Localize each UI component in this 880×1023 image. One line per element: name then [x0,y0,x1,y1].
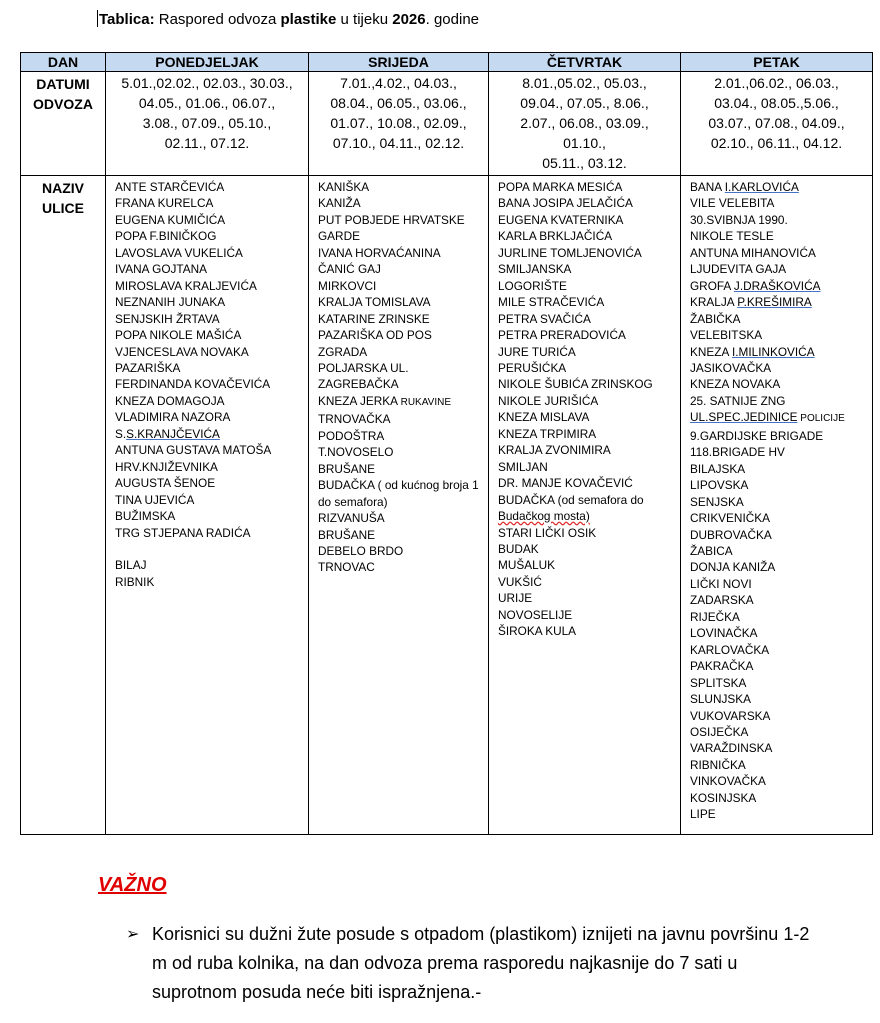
date-line: 09.04., 07.05., 8.06., [520,95,649,111]
streets-label: NAZIV ULICE [21,176,106,835]
list-item: ŽABICA [690,543,733,558]
list-item: KNEZA I.MILINKOVIĆA [690,344,815,359]
list-item: POPA F.BINIČKOG [115,229,217,244]
dates-thursday [489,72,681,176]
list-item: KANIŠKA [318,180,370,194]
list-item: PUT POBJEDE HRVATSKE GARDE [318,212,465,244]
list-item: RIJEČKA [690,609,740,624]
schedule-table [20,52,873,835]
list-item: Budačkog mosta) [498,509,590,524]
header-cell-petak: PETAK [681,53,873,72]
dates-monday [106,72,309,176]
list-item: ŠIROKA KULA [498,624,577,639]
list-item: VILE VELEBITA [690,196,775,211]
date-line: 2.07., 06.08., 03.09., [520,115,649,131]
list-item: PETRA SVAČIĆA [498,311,591,326]
table-caption: Tablica: Raspored odvoza plastike u tijeku 2026. godine [99,11,480,28]
list-item: DUBROVAČKA [690,527,772,542]
list-item: ANTUNA GUSTAVA MATOŠA [115,443,272,458]
list-item: EUGENA KUMIČIĆA [115,212,226,227]
date-line: 08.04., 06.05., 03.06., [330,95,467,111]
list-item: LOVINAČKA [690,626,758,641]
list-item: ČANIĆ GAJ [318,262,381,277]
list-item: AUGUSTA ŠENOE [115,476,216,491]
list-item: KNEZA JERKA RUKAVINE [318,393,451,408]
list-item: BUDAČKA ( od kućnog broja 1 do semafora) [318,478,479,509]
date-line: 8.01.,05.02., 05.03., [522,75,647,91]
date-line: 04.05., 01.06., 06.07., [138,95,276,111]
list-item: VUKOVARSKA [690,708,771,723]
list-item: GROFA J.DRAŠKOVIĆA [690,278,821,293]
list-item: KATARINE ZRINSKE [318,311,430,326]
list-item: CRIKVENIČKA [690,511,770,526]
date-line: 5.01.,02.02., 02.03., 30.03., [121,75,293,91]
list-item: EUGENA KVATERNIKA [498,212,624,227]
date-line: 7.01.,4.02., 04.03., [340,75,457,91]
list-item: LIČKI NOVI [690,576,752,591]
header-cell-ponedjeljak: PONEDJELJAK [106,53,309,72]
list-item: PAZARIŠKA OD POS ZGRADA [318,328,432,359]
list-item: KNEZA NOVAKA [690,377,781,392]
list-item: VELEBITSKA [690,328,763,343]
list-item: HRV.KNJIŽEVNIKA [115,459,218,474]
date-line: 05.11., 03.12. [542,155,627,171]
date-line: 03.04., 08.05.,5.06., [714,95,839,111]
list-item: KANIŽA [318,196,361,211]
list-item: S.S.KRANJČEVIĆA [115,426,220,441]
date-line: 02.11., 07.12. [164,135,250,151]
list-item: SENJSKA [690,494,744,509]
list-item: TRG STJEPANA RADIĆA [115,525,251,540]
list-item: RIBNIČKA [690,757,746,772]
list-item: ZAGREBAČKA [318,377,399,392]
list-item: BANA JOSIPA JELAČIĆA [498,196,633,211]
list-item: SLUNJSKA [690,692,751,707]
list-item: KRALJA TOMISLAVA [318,295,431,310]
list-item: BANA I.KARLOVIĆA [690,180,799,194]
list-item: NOVOSELIJE [498,607,573,622]
list-item: STARI LIČKI OSIK [498,525,597,540]
list-item: RIBNIK [115,574,155,589]
important-note [126,920,826,1007]
list-item: FERDINANDA KOVAČEVIĆA [115,377,271,392]
list-item: TINA UJEVIĆA [115,492,195,507]
streets-row [21,176,873,835]
list-item: JURE TURIĆA [498,344,576,359]
date-line: 02.10., 06.11., 04.12. [710,135,843,151]
list-item: PAZARIŠKA [115,360,181,375]
header-row [21,53,873,72]
dates-label: DATUMI ODVOZA [21,72,106,176]
list-item: NIKOLE TESLE [690,229,774,244]
list-item: LAVOSLAVA VUKELIĆA [115,245,243,260]
arrow-bullet-icon: ➢ [126,926,140,943]
list-item: KRALJA ZVONIMIRA [498,443,611,458]
list-item: MILE STRAČEVIĆA [498,295,605,310]
date-line: 03.07., 07.08., 04.09., [708,115,845,131]
list-item: 25. SATNIJE ZNG [690,393,786,408]
list-item: ANTUNA MIHANOVIĆA [690,245,816,260]
list-item: LIPOVSKA [690,478,749,493]
list-item: 30.SVIBNJA 1990. [690,212,788,227]
header-cell-cetvrtak: ČETVRTAK [489,53,681,72]
list-item: RIZVANUŠA [318,511,385,526]
note-text: Korisnici su dužni žute posude s otpadom (plastikom) iznijeti na javnu površinu 1-2 m od ruba kolnika, na dan odvoza prema rasporedu najkasnije do 7 sati u suprotnom posuda neće biti ispražnjena.- [152,924,810,1002]
list-item: MIROSLAVA KRALJEVIĆA [115,278,257,293]
streets-wednesday [309,176,489,835]
text-cursor [97,10,98,27]
list-item: JASIKOVAČKA [690,360,772,375]
caption-label: Tablica: [99,11,155,28]
list-item: 118.BRIGADE HV [690,445,785,460]
list-item: NIKOLE JURIŠIĆA [498,393,599,408]
list-item: TRNOVAČKA [318,412,391,427]
list-item: KNEZA TRPIMIRA [498,426,597,441]
list-item: BRUŠANE [318,527,376,542]
list-item: KOSINJSKA [690,790,757,805]
list-item: IVANA HORVAĆANINA [318,245,441,260]
important-heading: VAŽNO [98,874,167,896]
list-item: LJUDEVITA GAJA [690,262,787,277]
list-item: DONJA KANIŽA [690,560,776,575]
list-item: VARAŽDINSKA [690,741,773,756]
list-item: BUŽIMSKA [115,509,176,524]
list-item: PERUŠIĆKA [498,360,567,375]
list-item: POPA MARKA MESIĆA [498,180,623,194]
dates-wednesday [309,72,489,176]
list-item: VLADIMIRA NAZORA [115,410,231,425]
list-item: KNEZA MISLAVA [498,410,590,425]
list-item: TRNOVAC [318,560,375,575]
list-item: POLJARSKA UL. [318,360,409,375]
list-item: SENJSKIH ŽRTAVA [115,311,220,326]
list-item: BUDAK [498,541,539,556]
list-item: PETRA PRERADOVIĆA [498,328,626,343]
date-line: 3.08., 07.09., 05.10., [142,115,272,131]
date-line: 07.10., 04.11., 02.12. [332,135,465,151]
list-item: KNEZA DOMAGOJA [115,393,225,408]
list-item: VINKOVAČKA [690,774,766,789]
list-item: KARLOVAČKA [690,642,770,657]
list-item: DR. MANJE KOVAČEVIĆ [498,476,633,491]
list-item: MIRKOVCI [318,278,377,293]
list-item: ZADARSKA [690,593,754,608]
list-item: T.NOVOSELO [318,445,394,460]
list-item: FRANA KURELCA [115,196,214,211]
list-item: SMILJANSKA [498,262,572,277]
list-item: PAKRAČKA [690,659,754,674]
list-item: KARLA BRKLJAČIĆA [498,229,613,244]
list-item: POPA NIKOLE MAŠIĆA [115,328,242,343]
list-item: JURLINE TOMLJENOVIĆA [498,245,642,260]
streets-monday [106,176,309,835]
list-item: VJENCESLAVA NOVAKA [115,344,249,359]
list-item: LOGORIŠTE [498,278,567,293]
list-item: IVANA GOJTANA [115,262,207,277]
list-item: DEBELO BRDO [318,543,404,558]
list-item: VUKŠIĆ [498,574,542,589]
list-item: LIPE [690,807,716,822]
list-item: NEZNANIH JUNAKA [115,295,226,310]
list-item: BUDAČKA (od semafora do [498,492,644,507]
dates-friday [681,72,873,176]
list-item: ŽABIČKA [690,311,741,326]
header-cell-dan: DAN [21,53,106,72]
list-item: BILAJ [115,558,147,573]
date-line: 2.01.,06.02., 06.03., [714,75,839,91]
date-line: 01.07., 10.08., 02.09., [330,115,467,131]
list-item: NIKOLE ŠUBIĆA ZRINSKOG [498,377,653,392]
list-item: BRUŠANE [318,461,376,476]
list-item: ANTE STARČEVIĆA [115,180,225,194]
header-cell-srijeda: SRIJEDA [309,53,489,72]
list-item: BILAJSKA [690,461,746,476]
list-item: PODOŠTRA [318,428,385,443]
list-item: URIJE [498,591,533,606]
streets-thursday [489,176,681,835]
date-line: 01.10., [563,135,606,151]
list-item: UL.SPEC.JEDINICE POLICIJE [690,410,845,425]
list-item: OSIJEČKA [690,724,749,739]
list-item: MUŠALUK [498,558,556,573]
streets-friday [681,176,873,835]
dates-row [21,72,873,176]
list-item: SMILJAN [498,459,548,474]
list-item: KRALJA P.KREŠIMIRA [690,295,812,310]
list-item: 9.GARDIJSKE BRIGADE [690,428,824,443]
list-item: SPLITSKA [690,675,747,690]
